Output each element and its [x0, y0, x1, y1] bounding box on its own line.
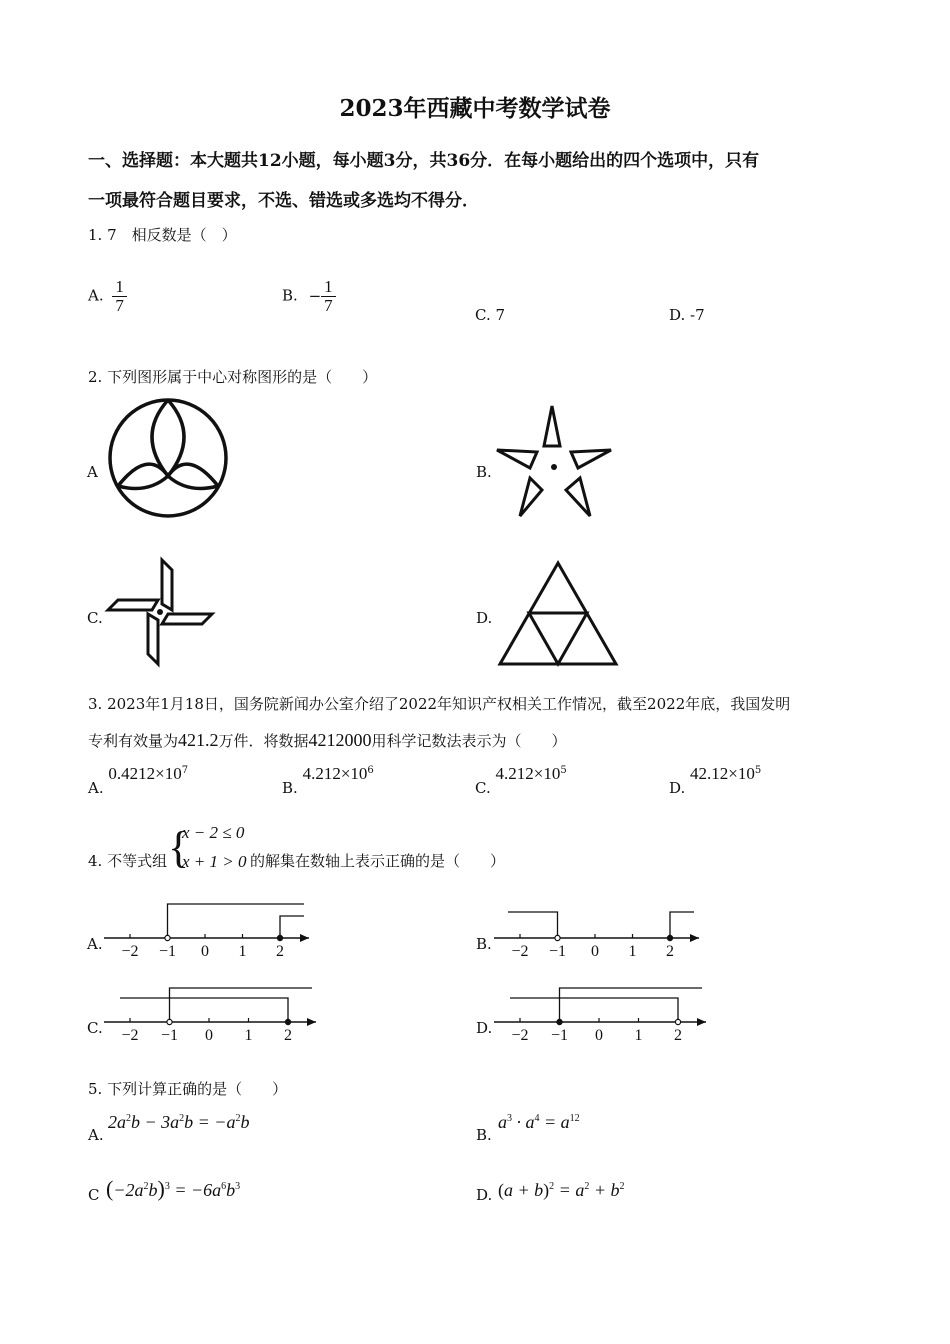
- q3-d-exp: 5: [754, 765, 762, 776]
- closed-endpoint: [285, 1019, 290, 1024]
- open-endpoint: [555, 935, 560, 940]
- q4-number-line-b: [494, 900, 704, 962]
- q3-d-label: D.: [669, 779, 686, 797]
- number-line-tick-label: −2: [121, 1027, 139, 1044]
- q5-a-label: A.: [88, 1126, 104, 1144]
- q4-a-label: A.: [87, 935, 103, 953]
- q2-figure-c-pinwheel: [104, 556, 216, 668]
- number-line-tick-label: 1: [634, 1027, 643, 1044]
- q2-c-label: C.: [87, 609, 103, 627]
- q3-a-label: A.: [88, 779, 104, 797]
- number-line-tick-label: 0: [595, 1027, 603, 1044]
- number-line-tick-label: 1: [238, 943, 247, 960]
- q1-a-label: A.: [88, 286, 104, 305]
- q1-option-c: C. 7: [475, 306, 506, 324]
- q3-line2-num2: 4212000: [308, 730, 372, 750]
- q5-c-label: C: [88, 1186, 100, 1204]
- q5-d-label: D.: [476, 1186, 493, 1204]
- q2-figure-b-star: [494, 404, 614, 520]
- number-line-tick-label: 1: [628, 943, 637, 960]
- open-endpoint: [675, 1019, 680, 1024]
- q4-brace: {: [168, 823, 190, 872]
- q4-number-line-c: [104, 984, 320, 1046]
- open-endpoint: [165, 935, 170, 940]
- q3-a-base: 0.4212×10: [108, 764, 182, 783]
- q4-post: 的解集在数轴上表示正确的是（ ）: [250, 852, 506, 870]
- q4-pre: 4. 不等式组: [88, 852, 168, 870]
- q4-d-label: D.: [476, 1019, 493, 1037]
- q3-stem-line2: [88, 730, 567, 751]
- section-heading-line1: 一、选择题：本大题共12小题，每小题3分，共36分．在每小题给出的四个选项中，只有: [88, 151, 760, 171]
- q4-b-label: B.: [476, 935, 492, 953]
- q4-ineq1: x − 2 ≤ 0: [182, 823, 245, 842]
- q1-b-sign: −: [308, 286, 322, 305]
- q5-option-a-expr: $2a^2b - 3a^2b = -a^2b$: [108, 1112, 250, 1132]
- number-line-tick-label: 2: [284, 1027, 292, 1044]
- q3-option-c: [475, 764, 567, 797]
- q3-c-base: 4.212×10: [495, 764, 561, 783]
- q2-d-label: D.: [476, 609, 493, 627]
- closed-endpoint: [557, 1019, 562, 1024]
- q3-line2-post: 用科学记数法表示为（ ）: [371, 732, 567, 750]
- q3-c-exp: 5: [560, 765, 567, 776]
- q3-b-base: 4.212×10: [302, 764, 368, 783]
- q3-option-b: [282, 764, 374, 797]
- number-line-tick-label: 0: [201, 943, 209, 960]
- q5-stem: 5. 下列计算正确的是（ ）: [88, 1080, 288, 1098]
- q2-b-label: B.: [476, 463, 492, 481]
- q2-figure-a-circle-arcs: [108, 396, 228, 520]
- q4-number-line-d: [494, 984, 710, 1046]
- number-line-tick-label: −1: [160, 1027, 179, 1044]
- q1-a-num: 1: [112, 278, 127, 297]
- q3-a-exp: 7: [181, 765, 189, 776]
- closed-endpoint: [277, 935, 282, 940]
- q2-stem: 2. 下列图形属于中心对称图形的是（ ）: [88, 368, 378, 386]
- page-title: 2023年西藏中考数学试卷: [339, 95, 611, 122]
- q1-stem: 1. 7 相反数是（ ）: [88, 226, 237, 244]
- number-line-tick-label: 2: [666, 943, 674, 960]
- q4-number-line-a: [104, 900, 314, 962]
- q1-option-d: D. -7: [669, 306, 705, 324]
- section-heading-line2: 一项最符合题目要求，不选、错选或多选均不得分．: [88, 191, 479, 211]
- q3-b-exp: 6: [367, 765, 374, 776]
- q1-a-den: 7: [115, 296, 124, 315]
- q5-option-d-expr: $(a + b)^2 = a^2 + b^2$: [498, 1180, 625, 1200]
- q3-option-d: [669, 764, 762, 797]
- q3-d-base: 42.12×10: [690, 764, 755, 783]
- q2-a-label: A: [87, 463, 98, 481]
- q5-b-label: B.: [476, 1126, 492, 1144]
- number-line-tick-label: 2: [276, 943, 284, 960]
- number-line-tick-label: −2: [511, 1027, 529, 1044]
- q3-line2-mid: 万件．将数据: [218, 732, 309, 750]
- number-line-tick-label: −2: [121, 943, 139, 960]
- q1-b-num: 1: [321, 278, 336, 297]
- q1-option-b: [282, 278, 336, 315]
- number-line-tick-label: 0: [205, 1027, 213, 1044]
- q5-option-b-expr: $a^3 \cdot a^4 = a^{12}$: [498, 1112, 580, 1132]
- open-endpoint: [167, 1019, 172, 1024]
- q3-option-a: [88, 764, 189, 797]
- q2-figure-d-triangles: [497, 560, 619, 668]
- number-line-tick-label: 2: [674, 1027, 682, 1044]
- q3-stem-line1: 3. 2023年1月18日，国务院新闻办公室介绍了2022年知识产权相关工作情况，截至2022年底，我国发明: [88, 695, 791, 713]
- number-line-tick-label: −1: [548, 943, 567, 960]
- number-line-tick-label: −1: [158, 943, 177, 960]
- q3-line2-num1: 421.2: [178, 730, 219, 750]
- q1-b-den: 7: [324, 296, 333, 315]
- number-line-tick-label: −2: [511, 943, 529, 960]
- closed-endpoint: [667, 935, 672, 940]
- q1-b-label: B.: [282, 286, 298, 305]
- q3-b-label: B.: [282, 779, 298, 797]
- q4-ineq2: x + 1 > 0: [182, 852, 247, 871]
- q5-option-c-expr: $(-2a^2b)^3 = -6a^6b^3$: [106, 1176, 241, 1201]
- number-line-tick-label: −1: [550, 1027, 569, 1044]
- q4-c-label: C.: [87, 1019, 103, 1037]
- q3-c-label: C.: [475, 779, 491, 797]
- q3-line2-pre: 专利有效量为: [88, 732, 179, 750]
- number-line-tick-label: 0: [591, 943, 599, 960]
- number-line-tick-label: 1: [244, 1027, 253, 1044]
- q1-option-a: [88, 278, 127, 315]
